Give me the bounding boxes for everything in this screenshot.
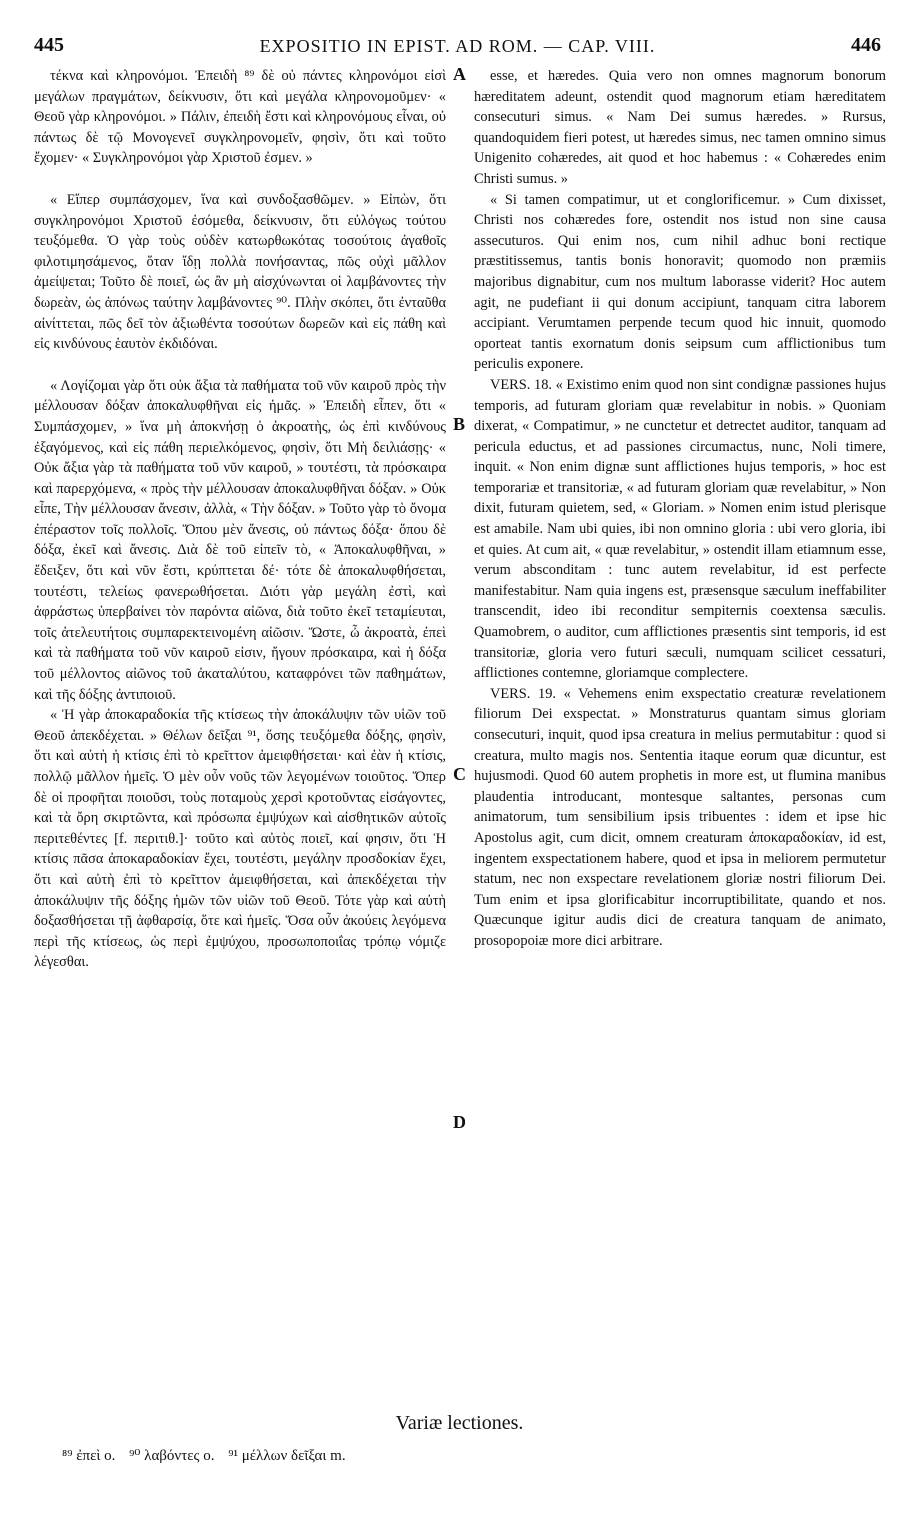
variant-notes [62, 1446, 356, 1465]
page-number-right: 446 [851, 34, 881, 56]
margin-marker-d: D [453, 1112, 466, 1132]
greek-paragraph: τέκνα καὶ κληρονόμοι. Ἐπειδὴ ⁸⁹ δὲ οὐ πάντες κληρονόμοι εἰσὶ μεγάλων πραγμάτων, δείκνυσιν, ὅτι καὶ μεγάλα κληρονομοῦμεν· « Θεοῦ γὰρ κληρονόμοι. » Πάλιν, ἐπειδὴ ἔστι καὶ κληρονόμους εἶναι, οὐ πάντως δὲ τῷ Μονογενεῖ συγκληρονομεῖν, φησὶν, ὅτι καὶ τοῦτο ἔχομεν· « Συγκληρονόμοι γὰρ Χριστοῦ ἐσμεν. » [34, 68, 446, 167]
variant-note: ⁹¹ μέλλων δεῖξαι m. [228, 1448, 346, 1464]
latin-paragraph: VERS. 19. « Vehemens enim exspectatio creaturæ revelationem filiorum Dei exspectat. » Monstraturus quantam simus gloriam consecuturi, inquit, quod ipsa creatura in melius permutabitur : quod si creatura, multo magis nos. Sententia itaque eorum quæ dicuntur, est hujusmodi. Quod 60 autem prophetis in more est, ut flumina manibus plaudentia introducant, montesque saltantes, personas cum animatorum, tum sensibilium ipsis tribuentes : idem et ipse hic Apostolus agit, cum dicit, omnem creaturam ἀποκαραδοκίαν, id est, ingentem exspectationem habere, quod et ipsa in meliorem permutetur statum, nec non exspectare revelationem gloriæ nostri filiorum Dei. Tum enim et ipsa glorificabitur incorruptibilitate, quando et nos. Quæcunque igitur audis dici de creatura tanquam de animato, prosopopoiæ more dici arbitrare. [474, 685, 886, 949]
running-header [34, 34, 881, 60]
margin-marker-a: A [453, 64, 466, 84]
variant-note: ⁸⁹ ἐπεὶ ο. [62, 1448, 116, 1464]
margin-marker-b: B [453, 414, 466, 434]
greek-paragraph: « Λογίζομαι γὰρ ὅτι οὐκ ἄξια τὰ παθήματα τοῦ νῦν καιροῦ πρὸς τὴν μέλλουσαν δόξαν ἀποκαλυφθῆναι εἰς ἡμᾶς. » Ἐπειδὴ εἶπεν, ὅτι « Συμπάσχομεν, » ἵνα μὴ ἀποκνήσῃ ὁ ἀκροατὴς, ὡς ἐπὶ κινδύνους ἐξαγόμενος, καὶ εἰς πάθη περιελκόμενος, φησὶν, ὅτι Μὴ δειλιάσῃς· « Οὐκ ἄξια γὰρ τὰ παθήματα τοῦ νῦν καιροῦ, » τουτέστι, τὰ πρόσκαιρα καὶ παρερχόμενα, « πρὸς τὴν μέλλουσαν ἀποκαλυφθῆναι δόξαν. » Οὐκ εἶπε, Τὴν μέλλουσαν ἄνεσιν, ἀλλὰ, « Τὴν δόξαν. » Τοῦτο γὰρ τὸ ὄνομα ἐπέραστον τοῖς πολλοῖς. Ὅπου μὲν ἄνεσις, οὐ πάντως δόξα· ὅπου δὲ δόξα, ἐκεῖ καὶ ἄνεσις. Διὰ δὲ τοῦ εἰπεῖν τὸ, « Ἀποκαλυφθῆναι, » ἔδειξεν, ὅτι καὶ νῦν ἔστι, κρύπτεται δέ· τότε δὲ ἀποκαλυφθήσεται, τουτέστι, τελείως φανερωθήσεται. Διότι γὰρ μεγάλη ἐστὶ, καὶ ἀφράστως ὑπερβαίνει τὸν παρόντα αἰῶνα, διὰ τοῦτο ἐκεῖ τεταμίευται, τοῖς ἀτελευτήτοις συμπαρεκτεινομένη αἰῶσιν. Ὥστε, ὦ ἀκροατὰ, ἐπεὶ καὶ τὰ παθήματα τοῦ νῦν καιροῦ εἰσιν, ἤγουν πρόσκαιρα, καὶ ἡ δόξα τοῦ μέλλοντος αἰῶνος τοῦ ἀκαταλύτου, καταφρόνει τῶν παθημάτων, καὶ τῆς δόξης ἀντιποιοῦ. [34, 377, 446, 703]
running-title: EXPOSITIO IN EPIST. AD ROM. — CAP. VIII. [259, 36, 656, 56]
margin-marker-c: C [453, 764, 466, 784]
latin-paragraph: esse, et hæredes. Quia vero non omnes magnorum bonorum hæreditatem adeunt, ostendit quod magnorum etiam hæreditatem consecuturi simus. « Nam Dei sumus hæredes. » Rursus, quandoquidem fieri potest, ut hæredes simus, nec tamen omnino simus Unigenito cohæredes, ait quod et hoc habemus : « Cohæredes enim Christi sumus. » [474, 68, 886, 187]
latin-paragraph: « Si tamen compatimur, ut et conglorificemur. » Cum dixisset, Christi nos cohæredes fore, ostendit nos istud non sine causa assecuturos. Qui enim nos, cum nihil adhuc boni rectique præstitissemus, tantis bonis honoravit; quomodo non præmiis majoribus dignabitur, cum nos multum laborasse viderit? Hoc autem agit, ne pudefiant ii qui donum accipiunt, tanquam citra laborem accipiant. Verumtamen perpende tecum quod hic innuit, quomodo oporteat tantis exornatum donis seipsum cum afflictionibus tum periculis exponere. [474, 191, 886, 373]
variae-lectiones-heading: Variæ lectiones. [395, 1412, 524, 1434]
page-number-left: 445 [34, 34, 64, 56]
greek-column [34, 66, 446, 973]
variant-note: ⁹⁰ λαβόντες ο. [129, 1448, 215, 1464]
latin-paragraph: VERS. 18. « Existimo enim quod non sint condignæ passiones hujus temporis, ad futuram gloriam quæ revelabitur in nobis. » Quoniam dixerat, « Compatimur, » ne cunctetur et detrectet auditor, tanquam ad pericula eductus, et ad passiones circumactus, nunc, Noli timere, inquit. « Non enim dignæ sunt afflictiones hujus temporis, » hoc est temporariæ et transitoriæ, « ad futuram gloriam quæ revelabitur, » Non dixit, futuram quietem, sed, « Gloriam. » Nomen enim istud plerisque est amabile. Nam ubi quies, ibi non omnino gloria : ubi vero gloria, ibi et quies. At cum ait, « quæ revelabitur, » ostendit illam etiamnum esse, verum absconditam : tunc autem revelabitur, id est perfecte manifestabitur. Nam quia ingens est, præsensque sæculum ineffabiliter transcendit, ideo ibi reconditur sempiternis coextensa sæculis. Quamobrem, o auditor, cum afflictiones præsentis sint temporis, id est transitoriæ, gloria vero futuri sæculi, numquam scilicet cessaturi, afflictiones contemne, gloriamque complectere. [474, 376, 886, 682]
greek-paragraph: « Εἴπερ συμπάσχομεν, ἵνα καὶ συνδοξασθῶμεν. » Εἰπὼν, ὅτι συγκληρονόμοι Χριστοῦ ἐσόμεθα, δείκνυσιν, ὅτι εὐλόγως τούτου τευξόμεθα. Ὁ γὰρ τοὺς οὐδὲν κατωρθωκότας τοσούτοις ἀγαθοῖς φιλοτιμησάμενος, ὅταν ἴδῃ πολλὰ πονήσαντας, πῶς οὐχὶ μᾶλλον ἀμείψεται; Τοῦτο δὲ ποιεῖ, ὡς ἂν μὴ αἰσχύνωνται οἱ λαμβάνοντες τὴν δωρεὰν, ὡς ἀπόνως ταύτην λαμβάνοντες ⁹⁰. Πλὴν σκόπει, ὅτι ἐνταῦθα αἰνίττεται, πῶς δεῖ τὸν ἀξιωθέντα τοσούτων δωρεῶν καὶ εἰς πάθη καὶ εἰς κινδύνους ἑαυτὸν ἐκδιδόναι. [34, 191, 446, 353]
greek-paragraph: « Ἡ γὰρ ἀποκαραδοκία τῆς κτίσεως τὴν ἀποκάλυψιν τῶν υἱῶν τοῦ Θεοῦ ἀπεκδέχεται. » Θέλων δεῖξαι ⁹¹, ὅσης τευξόμεθα δόξης, φησὶν, ὅτι καὶ αὐτὴ ἡ κτίσις ἐπὶ τὸ κρεῖττον ἀμειφθήσεται· καὶ ἐὰν ἡ κτίσις, πολλῷ μᾶλλον ἡμεῖς. Ὁ μὲν οὖν νοῦς τῶν λεγομένων τοιοῦτος. Ὅπερ δὲ οἱ προφῆται ποιοῦσι, τοὺς ποταμοὺς χερσὶ κροτοῦντας εἰσάγοντες, καὶ τὰ ὄρη σκιρτῶντα, καὶ πρόσωπα ἐμψύχων καὶ αἰσθητικῶν αὐτοῖς περιτεθέντες [f. περιτιθ.]· τοῦτο καὶ αὐτὸς ποιεῖ, καί φησιν, ὅτι Ἡ κτίσις πᾶσα ἀποκαραδοκίαν ἔχει, τουτέστι, μεγάλην προσδοκίαν ἔχει, ὅτι καὶ αὐτὴ ἐπὶ τὸ κρεῖττον ἀμειφθήσεται, καὶ ἀπεκδέχεται τὴν ἀποκάλυψιν τῆς δόξης ἡμῶν τῶν υἱῶν τοῦ Θεοῦ. Τότε γὰρ καὶ αὐτὴ δοξασθήσεται τῇ ἀφθαρσίᾳ, ὅτε καὶ ἡμεῖς. Ὅσα οὖν ἀκούεις λεγόμενα περὶ τῆς κτίσεως, ὡς περὶ ἐμψύχου, προσωποποιΐας τρόπῳ νόμιζε λέγεσθαι. [34, 707, 446, 971]
latin-column [474, 66, 886, 952]
